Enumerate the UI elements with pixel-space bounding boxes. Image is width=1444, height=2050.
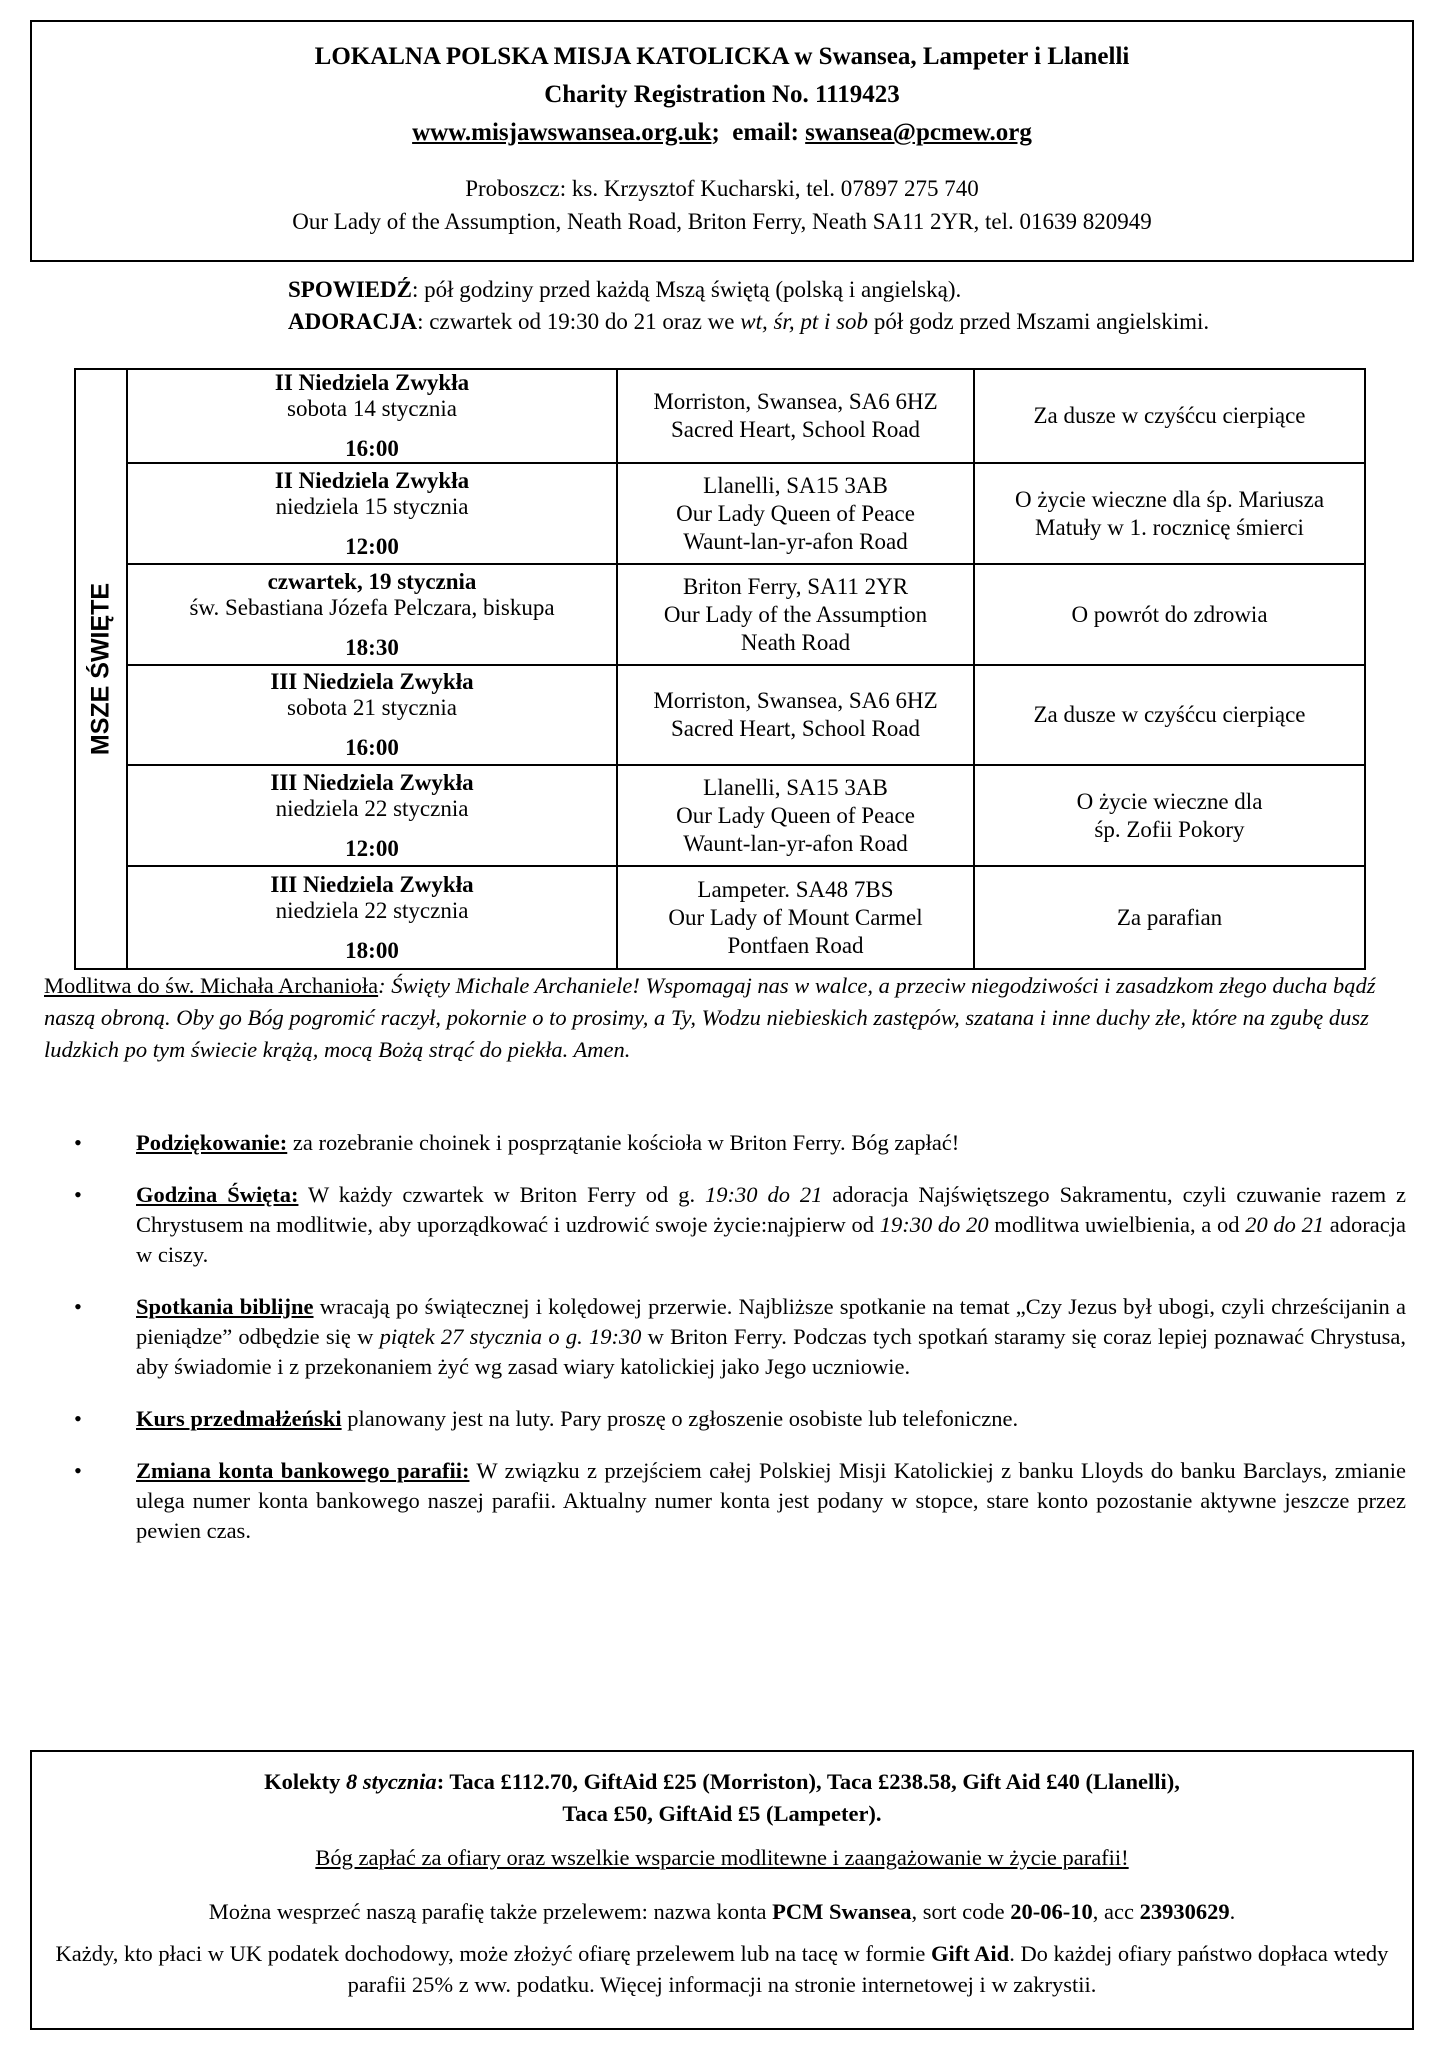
bank-text: Można wesprzeć naszą parafię także przelewem: nazwa konta <box>208 1899 773 1924</box>
mass-week: II Niedziela Zwykła <box>274 467 470 493</box>
mass-date: niedziela 22 stycznia <box>275 795 469 821</box>
intention-line: Za dusze w czyśćcu cierpiące <box>1033 403 1306 428</box>
notice-text: adoracja w ciszy. <box>136 1212 1406 1267</box>
list-item <box>60 1404 1406 1434</box>
confession-text: : pół godziny przed każdą Mszą świętą (polską i angielską). <box>411 277 962 302</box>
place-line: Lampeter. SA48 7BS <box>697 876 894 902</box>
mass-place-cell <box>617 866 974 969</box>
mass-feast: św. Sebastiana Józefa Pelczara, biskupa <box>189 594 555 620</box>
mass-week: III Niedziela Zwykła <box>270 669 474 694</box>
prayer-text: : Święty Michale Archaniele! Wspomagaj nas w walce, a przeciw niegodziwości i zasadzkom złego ducha bądź naszą obroną. Oby go Bóg pogromić raczył, pokornie o to prosimy, a Ty, Wodzu niebieskich zastępów, szatana i inne duchy złe, które na zgubę dusz ludzkich po tym świecie krążą, mocą Bożą strąć do piekła. Amen. <box>44 973 1376 1062</box>
intention-line: Za parafian <box>1116 904 1223 930</box>
list-item <box>60 1292 1406 1382</box>
mass-intention-cell <box>974 564 1365 665</box>
place-line: Our Lady Queen of Peace <box>676 500 915 526</box>
intention-line: Za dusze w czyśćcu cierpiące <box>1033 702 1306 727</box>
notice-text: za rozebranie choinek i posprzątanie kościoła w Briton Ferry. Bóg zapłać! <box>287 1130 960 1155</box>
gift-aid-info <box>32 1938 1412 2000</box>
prayer-paragraph <box>44 970 1404 1066</box>
place-line: Pontfaen Road <box>727 932 864 958</box>
mass-place-cell <box>617 369 974 463</box>
mass-intention-cell <box>974 765 1365 866</box>
website-link[interactable]: www.misjawswansea.org.uk <box>412 119 712 146</box>
notice-text: W związku z przejściem całej Polskiej Misji Katolickiej z banku Lloyds do banku Barclays, zmianie ulega numer konta bankowego naszej parafii. Aktualny numer konta jest podany w stopce, stare konto pozostanie aktywne jeszcze przez pewien czas. <box>136 1458 1406 1543</box>
notice-text: planowany jest na luty. Pary proszę o zgłoszenie osobiste lub telefoniczne. <box>341 1406 1019 1431</box>
adoration-days: wt, śr, pt i sob <box>740 309 869 334</box>
bullet: • <box>74 1294 82 1319</box>
notice-heading: Kurs przedmałżeński <box>136 1406 342 1431</box>
mass-week: III Niedziela Zwykła <box>270 769 474 795</box>
mass-row <box>75 463 1365 564</box>
account-number: 23930629 <box>1139 1899 1230 1924</box>
mass-row <box>75 866 1365 969</box>
notice-heading: Godzina Święta: <box>136 1182 299 1207</box>
sort-code: 20-06-10 <box>1010 1899 1093 1924</box>
gift-text: Każdy, kto płaci w UK podatek dochodowy, może złożyć ofiarę przelewem lub na tacę w formie <box>55 1941 932 1966</box>
place-line: Waunt-lan-yr-afon Road <box>683 528 908 554</box>
bank-text: , sort code <box>911 1899 1011 1924</box>
notice-emphasis: 19:30 do 21 <box>705 1182 823 1207</box>
mass-row <box>75 564 1365 665</box>
mass-time: 12:00 <box>345 835 399 861</box>
mass-date: sobota 14 stycznia <box>287 396 457 421</box>
bank-text: , acc <box>1092 1899 1140 1924</box>
place-line: Morriston, Swansea, SA6 6HZ <box>653 389 938 414</box>
place-line: Neath Road <box>740 629 851 655</box>
thanks-line: Bóg zapłać za ofiary oraz wszelkie wsparcie modlitewne i zaangażowanie w życie parafii! <box>315 1845 1129 1870</box>
mass-row <box>75 665 1365 765</box>
collections-line1: : Taca £112.70, GiftAid £25 (Morriston), Taca £238.58, Gift Aid £40 (Llanelli), <box>436 1769 1180 1794</box>
email-label: email: <box>732 119 799 146</box>
mass-row <box>75 765 1365 866</box>
adoration-text: : czwartek od 19:30 do 21 oraz we <box>417 309 741 334</box>
bank-transfer-info <box>32 1896 1412 1928</box>
gift-text: . Do każdej ofiary państwo dopłaca wtedy parafii 25% z ww. podatku. Więcej informacji na stronie internetowej i w zakrystii. <box>347 1941 1389 1997</box>
mass-intention-cell <box>974 665 1365 765</box>
prayer-title: Modlitwa do św. Michała Archanioła <box>44 973 379 998</box>
mass-week: czwartek, 19 stycznia <box>267 568 477 594</box>
place-line: Llanelli, SA15 3AB <box>703 472 888 498</box>
mass-date: niedziela 22 stycznia <box>275 897 469 923</box>
mission-title: LOKALNA POLSKA MISJA KATOLICKA w Swansea, Lampeter i Llanelli <box>314 43 1130 70</box>
header-box <box>30 20 1414 262</box>
notice-text: W każdy czwartek w Briton Ferry od g. <box>298 1182 706 1207</box>
mass-place-cell <box>617 765 974 866</box>
mass-date-cell <box>127 665 617 765</box>
list-item <box>60 1456 1406 1546</box>
mass-week: III Niedziela Zwykła <box>270 871 474 897</box>
adoration-line <box>288 306 1209 338</box>
notice-heading: Podziękowanie: <box>136 1130 288 1155</box>
mass-date-cell <box>127 369 617 463</box>
side-label: MSZE ŚWIĘTE <box>86 582 115 756</box>
gift-aid-name: Gift Aid <box>931 1941 1010 1966</box>
side-label-cell <box>75 369 127 969</box>
intention-line: śp. Zofii Pokory <box>1094 816 1245 842</box>
adoration-label: ADORACJA <box>288 309 418 334</box>
place-line: Sacred Heart, School Road <box>670 417 921 442</box>
footer-box <box>30 1750 1414 2030</box>
bullet: • <box>74 1458 82 1483</box>
collections-label: Kolekty <box>264 1769 347 1794</box>
notice-text: adoracja Najświętszego Sakramentu, czyli czuwanie razem z Chrystusem na modlitwie, aby uporządkować i uzdrowić swoje życie:najpierw od <box>136 1182 1406 1237</box>
list-item <box>60 1180 1406 1270</box>
contact-line <box>32 114 1412 152</box>
collections-date: 8 stycznia <box>346 1769 437 1794</box>
contact-separator: ; <box>711 119 720 146</box>
notice-text: w Briton Ferry. Podczas tych spotkań staramy się coraz lepiej poznawać Chrystusa, aby świadomie i z przekonaniem żyć wg zasad wiary katolickiej jako Jego uczniowie. <box>136 1324 1406 1379</box>
bullet: • <box>74 1406 82 1431</box>
mass-time: 16:00 <box>345 735 399 760</box>
place-line: Our Lady of the Assumption <box>663 601 928 627</box>
mass-time: 12:00 <box>345 533 399 559</box>
place-line: Llanelli, SA15 3AB <box>703 774 888 800</box>
place-line: Waunt-lan-yr-afon Road <box>683 830 908 856</box>
mass-time: 18:00 <box>345 937 399 963</box>
notices-list <box>60 1128 1406 1568</box>
notice-emphasis: 20 do 21 <box>1245 1212 1325 1237</box>
notice-emphasis: 19:30 do 20 <box>879 1212 989 1237</box>
charity-number: Charity Registration No. 1119423 <box>544 81 900 108</box>
mass-time: 18:30 <box>345 634 399 660</box>
collections-line2: Taca £50, GiftAid £5 (Lampeter). <box>562 1801 882 1826</box>
bullet: • <box>74 1130 82 1155</box>
mass-intention-cell <box>974 369 1365 463</box>
confession-line <box>288 274 1209 306</box>
adoration-text-end: pół godz przed Mszami angielskimi. <box>868 309 1210 334</box>
intention-line: O życie wieczne dla śp. Mariusza <box>1014 486 1325 512</box>
mass-date-cell <box>127 564 617 665</box>
bullet: • <box>74 1182 82 1207</box>
place-line: Sacred Heart, School Road <box>670 716 921 741</box>
mass-date-cell <box>127 463 617 564</box>
intention-line: O powrót do zdrowia <box>1071 601 1268 627</box>
mass-place-cell <box>617 564 974 665</box>
bank-text: . <box>1229 1899 1236 1924</box>
mass-schedule-table <box>74 368 1366 970</box>
list-item <box>60 1128 1406 1158</box>
notice-heading: Spotkania biblijne <box>136 1294 314 1319</box>
pastor-line: Proboszcz: ks. Krzysztof Kucharski, tel. 07897 275 740 <box>465 176 979 201</box>
notice-text: modlitwa uwielbienia, a od <box>988 1212 1246 1237</box>
confession-adoration <box>288 274 1209 338</box>
mass-row <box>75 369 1365 463</box>
place-line: Morriston, Swansea, SA6 6HZ <box>653 688 938 713</box>
mass-week: II Niedziela Zwykła <box>274 370 470 395</box>
mass-date-cell <box>127 765 617 866</box>
address-line: Our Lady of the Assumption, Neath Road, Briton Ferry, Neath SA11 2YR, tel. 01639 820949 <box>292 209 1152 234</box>
mass-intention-cell <box>974 866 1365 969</box>
mass-intention-cell <box>974 463 1365 564</box>
place-line: Our Lady of Mount Carmel <box>668 904 923 930</box>
mass-date: sobota 21 stycznia <box>287 695 457 720</box>
confession-label: SPOWIEDŹ <box>288 277 412 302</box>
mass-place-cell <box>617 463 974 564</box>
intention-line: O życie wieczne dla <box>1076 788 1263 814</box>
place-line: Our Lady Queen of Peace <box>676 802 915 828</box>
notice-emphasis: piątek 27 stycznia o g. 19:30 <box>379 1324 642 1349</box>
collections-info <box>32 1752 1412 1830</box>
mass-date-cell <box>127 866 617 969</box>
mass-time: 16:00 <box>345 436 399 461</box>
place-line: Briton Ferry, SA11 2YR <box>682 573 909 599</box>
mass-place-cell <box>617 665 974 765</box>
notice-text: wracają po świątecznej i kolędowej przerwie. Najbliższe spotkanie na temat „Czy Jezus był ubogi, czyli chrześcijanin a pieniądze” odbędzie się w <box>136 1294 1406 1349</box>
mass-date: niedziela 15 stycznia <box>275 493 469 519</box>
notice-heading: Zmiana konta bankowego parafii: <box>136 1458 470 1483</box>
intention-line: Matuły w 1. rocznicę śmierci <box>1035 514 1304 540</box>
email-link[interactable]: swansea@pcmew.org <box>805 119 1032 146</box>
account-name: PCM Swansea <box>772 1899 912 1924</box>
